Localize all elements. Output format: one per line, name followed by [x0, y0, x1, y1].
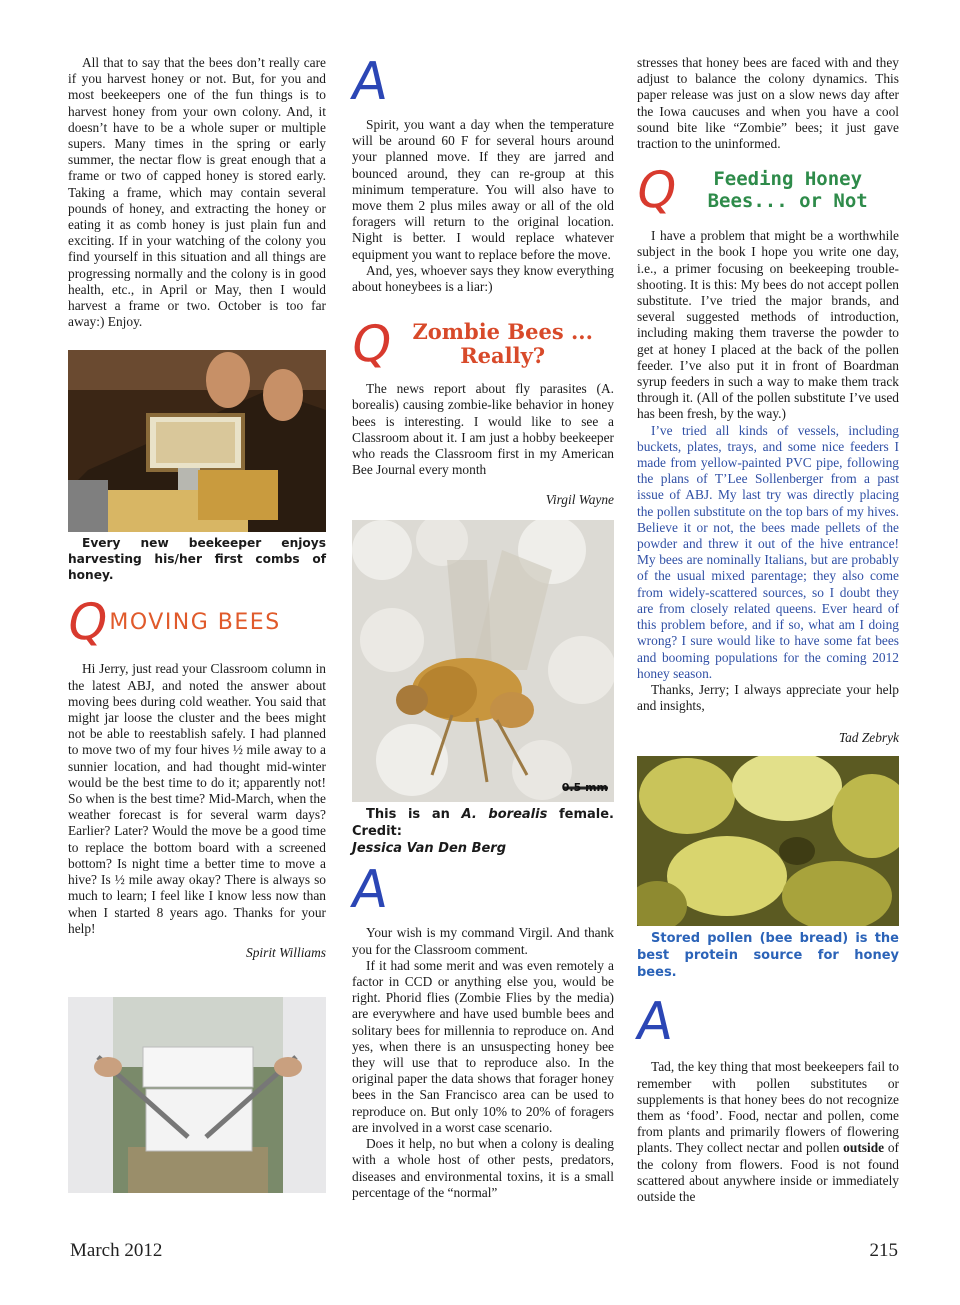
- feeding-answer-part1: Tad, the key thing that most beekeepers fail to remember with pollen substitutes or supplements is that honey bees do not recognize them as ‘food’. Food, nectar and pollen, come from plants and primarily flowers of flowering plants. They collect nectar and pollen: [637, 1059, 899, 1156]
- feeding-answer-bold: outside: [843, 1140, 885, 1156]
- feeding-answer-part2: of the colony from flowers. Food is not found scattered about anywhere inside or immediately outside the: [637, 1140, 899, 1204]
- feeding-question-p3: Thanks, Jerry; I always appreciate your help and insights,: [637, 681, 899, 714]
- feeding-question-p2: I’ve tried all kinds of vessels, including buckets, plates, trays, and some nice feeders I made from yellow-painted PVC pipe, following the plans of T’Lee Sollenberger from a past issue of ABJ. My last try was directly placing the pollen substitute on the top bars of my hives. Believe it or not, the bees made pellets of the powder and threw it out of the hive entrance! My bees are nominally Italians, but are probably of the usual mixed parentage; they also come from widely-scattered sources, so I doubt they are from closely related queens. Ever heard of this problem before, and if so, what am I doing wrong? I sure would like to have some fat bees and booming populations for the coming 2012 honey season.: [637, 422, 899, 681]
- zombie-answer-p1: Your wish is my command Virgil. And thank you for the Classroom comment.: [352, 925, 614, 957]
- feeding-title-line1: Feeding Honey: [713, 168, 863, 191]
- moving-bees-question: Hi Jerry, just read your Classroom column in the latest ABJ, and noted the answer about moving bees during cold weather. You said that might jar loose the cluster and the bees might not be able to reestablish safely. I had planned to move two of my four hives ½ mile away to a sunnier location, and had thought mid-winter would be the best time to do it; apparently not! So when is the best time? Mid-March, when the weather forecast is for several warm days? Earlier? Later? Would the move be a good time to replace the bottom board with a screened bottom? Is night time a better time to move a hive? Is ½ mile away okay? There is always so much to learn; I feel like I know less now than when I started 8 years ago. Thanks for your help!: [68, 661, 326, 936]
- fly-caption-species: A. borealis: [461, 807, 548, 823]
- pollen-caption: Stored pollen (bee bread) is the best protein source for honey bees.: [637, 931, 899, 981]
- question-q-mark: Q: [346, 315, 397, 374]
- fly-caption-part2: female. Credit:: [352, 807, 614, 840]
- zombie-answer-p2: If it had some merit and was even remotely a factor in CCD or anything else you, would be right. Phorid flies (Zombie Flies by the media) are everywhere and have used bumble bees and solitary bees for millennia to reproduce on. And yes, when there is an unsuspecting honey bee they will use that to reproduce also. In the original paper the data shows that forager honey bees in the San Francisco area can be used to reproduce on. But only 10% to 20% of foragers are involved in a worst case scenario.: [352, 957, 614, 1135]
- footer-page-number: 215: [869, 1240, 898, 1261]
- fly-photo: [352, 520, 614, 802]
- signature-virgil: Virgil Wayne: [545, 492, 614, 508]
- fly-caption-credit: Jessica Van Den Berg: [352, 841, 507, 857]
- zombie-answer-p3: Does it help, no but when a colony is dealing with a whole host of other pests, predators, diseases and environmental toxins, it is a small percentage of the “normal”: [352, 1136, 614, 1200]
- footer-date: March 2012: [70, 1240, 163, 1261]
- moving-bees-answer-p2: And, yes, whoever says they know everything about honeybees is a liar:): [352, 262, 614, 295]
- intro-paragraph: All that to say that the bees don’t really care if you harvest honey or not. But, for you and most beekeepers one of the fun things is to harvest honey from your own colony. And, it doesn’t have to be a whole super or multiple supers. Many times in the spring or early summer, the nectar flow is great enough that a frame or two of capped honey is stored early. Taking a frame, which may contain several pounds of honey, and extracting the honey or eating it as comb honey is just plain fun and exciting. If in your watching of the colony you find yourself in this situation and all things are progressing normally and the colony is in good health, etc., in April or May, then I would harvest a frame or two. October is too far away:) Enjoy.: [68, 55, 326, 330]
- pollen-photo: [637, 756, 899, 926]
- moving-bees-title: MOVING BEES: [109, 609, 281, 635]
- zombie-question: [352, 381, 614, 478]
- answer-a-mark: A: [347, 52, 392, 112]
- honey-harvest-caption: Every new beekeeper enjoys harvesting his/her first combs of honey.: [68, 536, 326, 583]
- column-left: [62, 55, 326, 1193]
- moving-hive-photo: [68, 997, 326, 1193]
- zombie-bees-heading: [346, 315, 614, 374]
- answer-a-mark-2: A: [347, 860, 392, 921]
- question-q-mark: Q: [62, 593, 113, 652]
- feeding-bees-heading: [631, 161, 899, 220]
- moving-bees-answer-p1: Spirit, you want a day when the temperature will be around 60 F for several hours around your planned move. If they are jarred and bounced around, they can re-group at this minimum temperature. You will also have to move them 2 plus miles away or all of the old foragers will return to the original location. Night is better. I would replace whatever equipment you want to replace before the move.: [352, 117, 614, 262]
- answer-a-mark-3: A: [632, 992, 677, 1053]
- zombie-title-line2: Really?: [460, 343, 546, 369]
- signature-spirit: Spirit Williams: [246, 944, 326, 960]
- zombie-answer-continued: stresses that honey bees are faced with and they adjust to balance the colony dynamics. This paper release was just on a slow news day after the Iowa caucuses and when you have a cool sound bite like “Zombie” bees; it just gave traction to the uninformed.: [637, 55, 899, 152]
- pollen-illustration: [637, 756, 899, 926]
- signature-tad: Tad Zebryk: [838, 730, 899, 746]
- feeding-question-p1: I have a problem that might be a worthwhile subject in the book I hope you write one day, i.e., a primer focusing on beekeeping trouble-shooting. It is this: My bees do not accept pollen substitute. I’ve tried the major brands, and several suggested methods of introduction, including making them traverse the powder to get at honey I placed at the back of the pollen feeder. I’ve also put it in front of Boardman syrup feeders in such a way to make them track through it. (All of the pollen substitute I’ve used has been fresh, by the way.): [637, 228, 899, 422]
- honey-harvest-illustration: [68, 350, 326, 532]
- honey-harvest-photo: [68, 350, 326, 532]
- moving-hive-illustration: [68, 997, 326, 1193]
- feeding-answer: [637, 1059, 899, 1205]
- fly-caption: [352, 806, 614, 857]
- zombie-title-line1: Zombie Bees ...: [412, 319, 593, 345]
- question-q-mark: Q: [631, 161, 682, 220]
- fly-caption-part1: This is an: [366, 807, 462, 823]
- scale-bar-label: 0.5 mm: [561, 781, 608, 795]
- zombie-question-text: The news report about fly parasites (A. borealis) causing zombie-like behavior in honey bees is interesting. I would like to see a Classroom about it. I am just a hobby beekeeper who reads the Classroom first in my American Bee Journal every month: [352, 381, 614, 478]
- column-middle: [346, 52, 614, 1201]
- feeding-title-line2: Bees... or Not: [707, 190, 868, 213]
- fly-illustration: [352, 520, 614, 802]
- column-right: [631, 55, 899, 1205]
- moving-bees-heading: [62, 593, 326, 652]
